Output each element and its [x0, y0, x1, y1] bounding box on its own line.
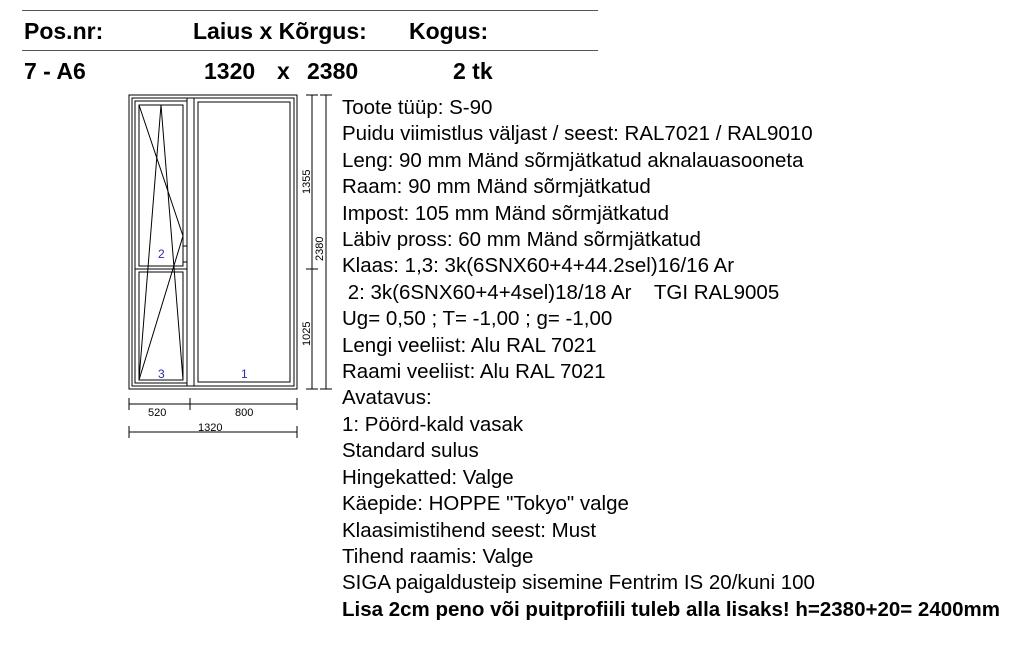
spec-note: Lisa 2cm peno või puitprofiili tuleb alla lisaks! h=2380+20= 2400mm	[342, 597, 1000, 621]
spec-line: Raami veeliist: Alu RAL 7021	[342, 360, 606, 384]
spec-line: 1: Pöörd-kald vasak	[342, 412, 524, 436]
dim-total-height: 2380	[314, 236, 326, 261]
spec-line: Avatavus:	[342, 386, 432, 410]
spec-list	[342, 95, 1022, 623]
top-rule	[22, 10, 598, 11]
spec-line: Lengi veeliist: Alu RAL 7021	[342, 333, 597, 357]
outer-frame	[129, 95, 297, 389]
header-qty: Kogus:	[409, 18, 489, 44]
spec-line: Klaas: 1,3: 3k(6SNX60+4+44.2sel)16/16 Ar	[342, 254, 735, 278]
spec-line: Raam: 90 mm Mänd sõrmjätkatud	[342, 175, 651, 199]
row-qty: 2 tk	[453, 58, 493, 84]
dim-left-width: 520	[148, 407, 167, 419]
dim-lower-height: 1025	[301, 321, 313, 346]
handle-icon	[183, 246, 187, 262]
spec-line: Standard sulus	[342, 439, 479, 463]
panel-1-label: 1	[241, 367, 248, 381]
spec-line: Hingekatted: Valge	[342, 465, 514, 489]
spec-line: Impost: 105 mm Mänd sõrmjätkatud	[342, 201, 669, 225]
spec-line: 2: 3k(6SNX60+4+4sel)18/18 Ar TGI RAL9005	[342, 280, 780, 304]
row-height: 2380	[307, 58, 359, 84]
tilt-line-b	[161, 105, 183, 380]
spec-line: Läbiv pross: 60 mm Mänd sõrmjätkatud	[342, 228, 701, 252]
row-width: 1320	[204, 58, 256, 84]
header-size: Laius x Kõrgus:	[193, 18, 367, 44]
panel-3-label: 3	[158, 367, 165, 381]
spec-line: Käepide: HOPPE "Tokyo" valge	[342, 492, 629, 516]
window-drawing	[118, 86, 333, 441]
left-sash	[135, 101, 187, 383]
right-glass	[198, 102, 290, 382]
row-x: x	[277, 58, 290, 84]
spec-line: Klaasimistihend seest: Must	[342, 518, 597, 542]
header-rule	[22, 50, 598, 51]
row-pos: 7 - A6	[24, 58, 86, 84]
spec-line: Puidu viimistlus väljast / seest: RAL7021 / RAL9010	[342, 122, 813, 146]
left-lower-glass	[139, 272, 183, 380]
spec-line: Ug= 0,50 ; T= -1,00 ; g= -1,00	[342, 307, 613, 331]
tilt-line-a	[139, 105, 161, 380]
header-pos: Pos.nr:	[24, 18, 104, 44]
turn-line-a	[139, 105, 183, 236]
dim-upper-height: 1355	[301, 169, 313, 194]
left-upper-glass	[139, 105, 183, 266]
spec-line: Toote tüüp: S-90	[342, 96, 493, 119]
spec-line: Tihend raamis: Valge	[342, 544, 534, 568]
inner-frame	[132, 98, 294, 386]
dim-total-width: 1320	[198, 422, 223, 434]
spec-line: SIGA paigaldusteip sisemine Fentrim IS 20/kuni 100	[342, 571, 815, 595]
panel-2-label: 2	[158, 247, 165, 261]
mullion	[187, 98, 194, 386]
spec-line: Leng: 90 mm Mänd sõrmjätkatud aknalauasooneta	[342, 148, 804, 172]
dim-right-width: 800	[235, 407, 254, 419]
